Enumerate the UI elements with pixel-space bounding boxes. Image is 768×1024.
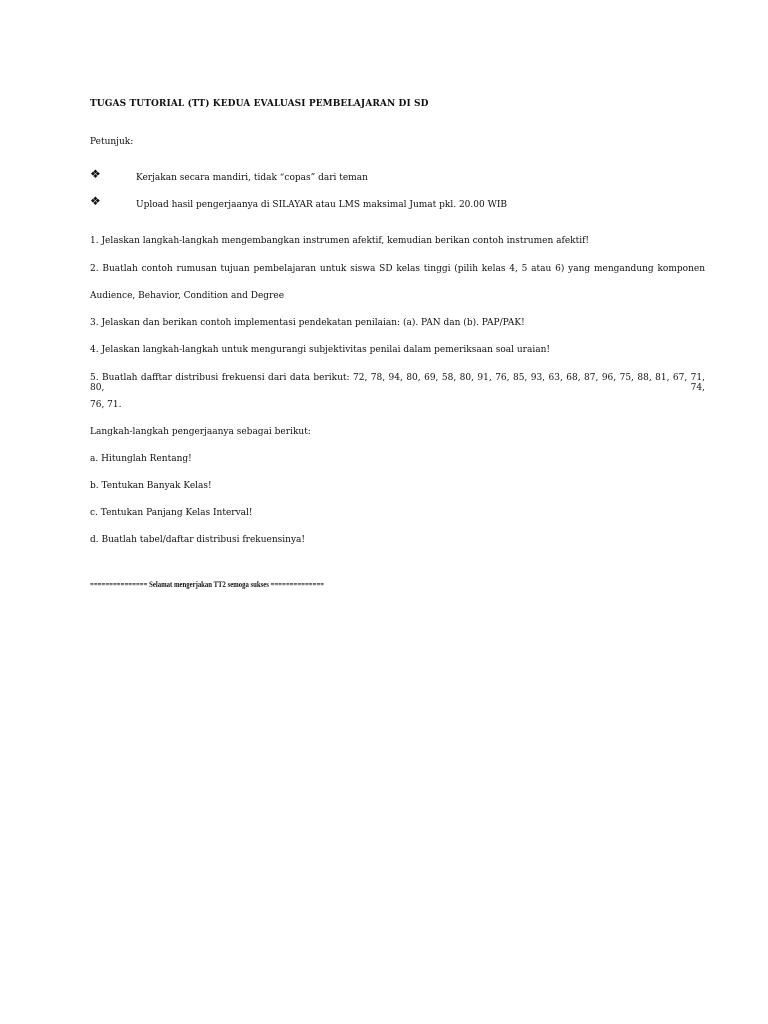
step-item: a. Hitunglah Rentang! bbox=[90, 454, 192, 464]
document-title: TUGAS TUTORIAL (TT) KEDUA EVALUASI PEMBELAJARAN DI SD bbox=[90, 99, 429, 109]
instruction-item: Kerjakan secara mandiri, tidak “copas” dari teman bbox=[136, 173, 368, 183]
step-item: b. Tentukan Banyak Kelas! bbox=[90, 481, 212, 491]
diamond-bullet-icon: ❖ bbox=[90, 194, 101, 208]
diamond-bullet-icon: ❖ bbox=[90, 167, 101, 181]
closing-note: =============== Selamat mengerjakan TT2 semoga sukses ============== bbox=[90, 580, 325, 589]
steps-label: Langkah-langkah pengerjaanya sebagai berikut: bbox=[90, 427, 311, 437]
question-2-line-1: 2. Buatlah contoh rumusan tujuan pembelajaran untuk siswa SD kelas tinggi (pilih kelas 4, 5 atau 6) yang mengandung komponen bbox=[90, 264, 705, 274]
question-3: 3. Jelaskan dan berikan contoh implementasi pendekatan penilaian: (a). PAN dan (b). PAP/PAK! bbox=[90, 318, 525, 328]
step-item: d. Buatlah tabel/daftar distribusi frekuensinya! bbox=[90, 535, 306, 545]
step-item: c. Tentukan Panjang Kelas Interval! bbox=[90, 508, 253, 518]
question-5-line-1: 5. Buatlah dafftar distribusi frekuensi dari data berikut: 72, 78, 94, 80, 69, 58, 80, 91, 76, 85, 93, 63, 68, 87, 96, 75, 88, 81, 67, 71, 80, 74, bbox=[90, 373, 705, 393]
instructions-label: Petunjuk: bbox=[90, 137, 134, 147]
question-4: 4. Jelaskan langkah-langkah untuk mengurangi subjektivitas penilai dalam pemeriksaan soal uraian! bbox=[90, 345, 550, 355]
question-2-line-2: Audience, Behavior, Condition and Degree bbox=[90, 291, 285, 301]
question-1: 1. Jelaskan langkah-langkah mengembangkan instrumen afektif, kemudian berikan contoh instrumen afektif! bbox=[90, 236, 590, 246]
instruction-item: Upload hasil pengerjaanya di SILAYAR atau LMS maksimal Jumat pkl. 20.00 WIB bbox=[136, 200, 507, 210]
question-5-line-2: 76, 71. bbox=[90, 400, 122, 410]
